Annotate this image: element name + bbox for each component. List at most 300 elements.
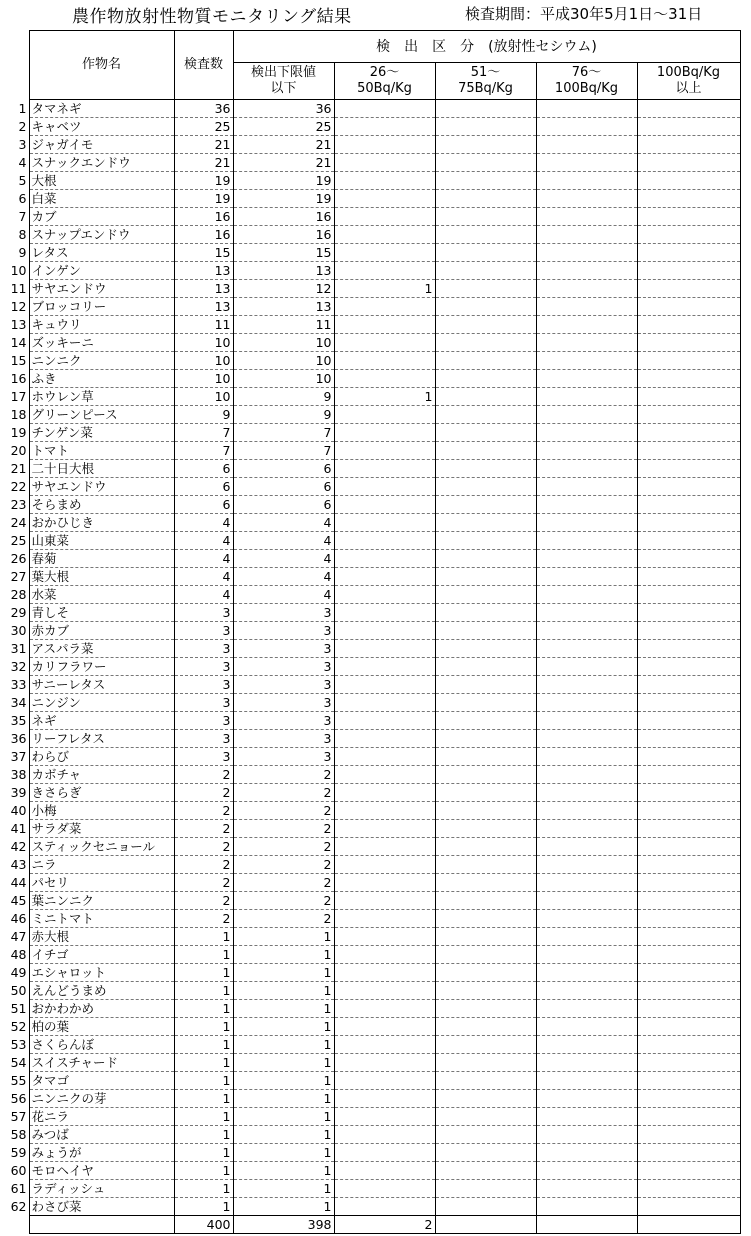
band-over-100-cell (637, 892, 740, 910)
below-limit-cell: 10 (233, 370, 334, 388)
below-limit-cell: 3 (233, 676, 334, 694)
row-number: 42 (10, 839, 27, 854)
test-count-cell: 4 (174, 568, 233, 586)
crop-name-cell: 柏の葉 (29, 1018, 174, 1036)
crop-name-cell: カブ (29, 208, 174, 226)
row-number: 27 (10, 569, 27, 584)
band-26-50-cell (334, 784, 435, 802)
crop-name-cell: スティックセニョール (29, 838, 174, 856)
band-76-100-cell (536, 154, 637, 172)
band-76-100-cell (536, 460, 637, 478)
band-26-50-cell (334, 946, 435, 964)
band-76-100-cell (536, 1090, 637, 1108)
below-limit-cell: 6 (233, 460, 334, 478)
band-76-100-cell (536, 1072, 637, 1090)
band-26-50-cell (334, 532, 435, 550)
row-number: 59 (10, 1145, 27, 1160)
row-number: 40 (10, 803, 27, 818)
header-band-over-100: 100Bq/Kg 以上 (637, 63, 740, 100)
inspection-period: 検査期間：平成30年5月1日～31日 (465, 5, 703, 23)
band-26-50-cell (334, 154, 435, 172)
below-limit-cell: 2 (233, 892, 334, 910)
band-76-100-cell (536, 424, 637, 442)
band-over-100-cell (637, 1144, 740, 1162)
band-over-100-cell (637, 1180, 740, 1198)
crop-name-cell: 花ニラ (29, 1108, 174, 1126)
band-51-75-cell (435, 496, 536, 514)
band-26-50-cell (334, 874, 435, 892)
header-crop-name: 作物名 (29, 31, 174, 100)
table-row (0, 604, 740, 622)
test-count-cell: 1 (174, 1108, 233, 1126)
band-26-50-cell (334, 370, 435, 388)
table-row (0, 658, 740, 676)
table-row (0, 874, 740, 892)
test-count-cell: 1 (174, 946, 233, 964)
test-count-cell: 1 (174, 1162, 233, 1180)
below-limit-cell: 36 (233, 100, 334, 118)
band-76-100-cell (536, 766, 637, 784)
band-76-100-cell (536, 838, 637, 856)
table-row (0, 100, 740, 118)
table-row (0, 892, 740, 910)
band-51-75-cell (435, 262, 536, 280)
band-76-100-cell (536, 802, 637, 820)
band-76-100-cell (536, 244, 637, 262)
band-76-100-cell (536, 730, 637, 748)
row-number: 5 (18, 173, 27, 188)
crop-name-cell: 大根 (29, 172, 174, 190)
band-76-100-cell (536, 892, 637, 910)
row-number: 30 (10, 623, 27, 638)
table-row (0, 406, 740, 424)
row-number: 61 (10, 1181, 27, 1196)
band-26-50-cell (334, 496, 435, 514)
band-26-50-cell (334, 1090, 435, 1108)
band-over-100-cell (637, 154, 740, 172)
band-51-75-cell (435, 910, 536, 928)
band-76-100-cell (536, 820, 637, 838)
band-51-75-cell (435, 424, 536, 442)
test-count-cell: 3 (174, 658, 233, 676)
band-51-75-cell (435, 226, 536, 244)
crop-name-cell: えんどうまめ (29, 982, 174, 1000)
band-26-50-cell (334, 1000, 435, 1018)
below-limit-cell: 4 (233, 550, 334, 568)
band-over-100-cell (637, 190, 740, 208)
table-row (0, 496, 740, 514)
band-over-100-cell (637, 172, 740, 190)
band-76-100-cell (536, 1036, 637, 1054)
band-over-100-cell (637, 640, 740, 658)
below-limit-cell: 11 (233, 316, 334, 334)
band-51-75-cell (435, 208, 536, 226)
test-count-cell: 19 (174, 172, 233, 190)
below-limit-cell: 3 (233, 694, 334, 712)
band-51-75-cell (435, 298, 536, 316)
band-over-100-cell (637, 1072, 740, 1090)
band-51-75-cell (435, 352, 536, 370)
crop-name-cell: スナックエンドウ (29, 154, 174, 172)
band-76-100-cell (536, 1000, 637, 1018)
row-number: 48 (10, 947, 27, 962)
band-51-75-cell (435, 622, 536, 640)
row-number: 4 (18, 155, 27, 170)
row-number: 12 (10, 299, 27, 314)
row-number: 35 (10, 713, 27, 728)
table-row (0, 1054, 740, 1072)
test-count-cell: 2 (174, 838, 233, 856)
band-26-50-cell (334, 568, 435, 586)
crop-name-cell: カボチャ (29, 766, 174, 784)
below-limit-cell: 1 (233, 1036, 334, 1054)
band-51-75-cell (435, 838, 536, 856)
band-over-100-cell (637, 1108, 740, 1126)
band-76-100-cell (536, 334, 637, 352)
test-count-cell: 2 (174, 802, 233, 820)
row-number: 32 (10, 659, 27, 674)
total-count: 400 (174, 1216, 233, 1234)
test-count-cell: 13 (174, 262, 233, 280)
crop-name-cell: きさらぎ (29, 784, 174, 802)
test-count-cell: 15 (174, 244, 233, 262)
band-51-75-cell (435, 784, 536, 802)
band-26-50-cell: 1 (334, 280, 435, 298)
band-51-75-cell (435, 748, 536, 766)
band-26-50-cell (334, 1126, 435, 1144)
below-limit-cell: 1 (233, 1108, 334, 1126)
table-row (0, 1162, 740, 1180)
table-row (0, 298, 740, 316)
row-number: 57 (10, 1109, 27, 1124)
band-26-50-cell (334, 1162, 435, 1180)
row-number: 18 (10, 407, 27, 422)
band-26-50-cell (334, 694, 435, 712)
band-over-100-cell (637, 784, 740, 802)
row-number: 37 (10, 749, 27, 764)
band-26-50-cell (334, 550, 435, 568)
band-76-100-cell (536, 964, 637, 982)
crop-name-cell: エシャロット (29, 964, 174, 982)
table-row (0, 982, 740, 1000)
crop-name-cell: キュウリ (29, 316, 174, 334)
test-count-cell: 10 (174, 388, 233, 406)
band-51-75-cell (435, 730, 536, 748)
below-limit-cell: 12 (233, 280, 334, 298)
band-over-100-cell (637, 406, 740, 424)
table-row (0, 1018, 740, 1036)
crop-name-cell: ニンジン (29, 694, 174, 712)
test-count-cell: 1 (174, 1000, 233, 1018)
totals-row (0, 1216, 740, 1234)
band-51-75-cell (435, 514, 536, 532)
crop-name-cell: そらまめ (29, 496, 174, 514)
test-count-cell: 1 (174, 1036, 233, 1054)
band-51-75-cell (435, 370, 536, 388)
band-26-50-cell (334, 424, 435, 442)
band-over-100-cell (637, 586, 740, 604)
band-76-100-cell (536, 226, 637, 244)
band-76-100-cell (536, 1126, 637, 1144)
band-76-100-cell (536, 406, 637, 424)
band-26-50-cell (334, 298, 435, 316)
table-row (0, 532, 740, 550)
row-number: 38 (10, 767, 27, 782)
row-number: 58 (10, 1127, 27, 1142)
row-number: 22 (10, 479, 27, 494)
crop-name-cell: みょうが (29, 1144, 174, 1162)
below-limit-cell: 10 (233, 352, 334, 370)
band-over-100-cell (637, 622, 740, 640)
test-count-cell: 36 (174, 100, 233, 118)
crop-name-cell: ブロッコリー (29, 298, 174, 316)
monitoring-table (0, 30, 741, 1234)
band-over-100-cell (637, 874, 740, 892)
band-over-100-cell (637, 208, 740, 226)
crop-name-cell: チンゲン菜 (29, 424, 174, 442)
table-row (0, 478, 740, 496)
table-row (0, 856, 740, 874)
band-over-100-cell (637, 370, 740, 388)
band-over-100-cell (637, 226, 740, 244)
below-limit-cell: 21 (233, 136, 334, 154)
band-76-100-cell (536, 280, 637, 298)
table-row (0, 784, 740, 802)
band-51-75-cell (435, 802, 536, 820)
below-limit-cell: 1 (233, 1162, 334, 1180)
row-number: 51 (10, 1001, 27, 1016)
below-limit-cell: 2 (233, 784, 334, 802)
crop-name-cell: パセリ (29, 874, 174, 892)
row-number: 50 (10, 983, 27, 998)
band-26-50-cell (334, 190, 435, 208)
band-over-100-cell (637, 748, 740, 766)
below-limit-cell: 1 (233, 1126, 334, 1144)
test-count-cell: 6 (174, 478, 233, 496)
row-number: 1 (18, 101, 27, 116)
below-limit-cell: 1 (233, 1000, 334, 1018)
below-limit-cell: 6 (233, 496, 334, 514)
band-over-100-cell (637, 1036, 740, 1054)
row-number: 55 (10, 1073, 27, 1088)
band-26-50-cell (334, 1108, 435, 1126)
band-76-100-cell (536, 1054, 637, 1072)
table-row (0, 316, 740, 334)
band-76-100-cell (536, 388, 637, 406)
band-51-75-cell (435, 1108, 536, 1126)
crop-name-cell: サニーレタス (29, 676, 174, 694)
band-76-100-cell (536, 1198, 637, 1216)
band-76-100-cell (536, 928, 637, 946)
band-51-75-cell (435, 532, 536, 550)
crop-name-cell: ニンニクの芽 (29, 1090, 174, 1108)
below-limit-cell: 2 (233, 874, 334, 892)
row-number: 21 (10, 461, 27, 476)
header-band-51-75: 51～ 75Bq/Kg (435, 63, 536, 100)
band-51-75-cell (435, 460, 536, 478)
row-number: 24 (10, 515, 27, 530)
crop-name-cell: グリーンピース (29, 406, 174, 424)
table-row (0, 1144, 740, 1162)
test-count-cell: 7 (174, 442, 233, 460)
band-51-75-cell (435, 676, 536, 694)
band-51-75-cell (435, 316, 536, 334)
band-51-75-cell (435, 154, 536, 172)
row-number: 44 (10, 875, 27, 890)
band-over-100-cell (637, 442, 740, 460)
row-number: 45 (10, 893, 27, 908)
band-76-100-cell (536, 1162, 637, 1180)
band-over-100-cell (637, 1018, 740, 1036)
crop-name-cell: 青しそ (29, 604, 174, 622)
below-limit-cell: 3 (233, 748, 334, 766)
band-51-75-cell (435, 100, 536, 118)
band-26-50-cell (334, 586, 435, 604)
band-26-50-cell (334, 658, 435, 676)
test-count-cell: 13 (174, 280, 233, 298)
band-51-75-cell (435, 640, 536, 658)
band-over-100-cell (637, 856, 740, 874)
band-26-50-cell (334, 640, 435, 658)
band-76-100-cell (536, 190, 637, 208)
band-51-75-cell (435, 1000, 536, 1018)
band-26-50-cell (334, 676, 435, 694)
band-over-100-cell (637, 280, 740, 298)
band-51-75-cell (435, 172, 536, 190)
table-row (0, 154, 740, 172)
band-26-50-cell (334, 262, 435, 280)
band-over-100-cell (637, 244, 740, 262)
band-51-75-cell (435, 550, 536, 568)
band-51-75-cell (435, 406, 536, 424)
band-76-100-cell (536, 784, 637, 802)
band-over-100-cell (637, 352, 740, 370)
crop-name-cell: タマネギ (29, 100, 174, 118)
table-row (0, 766, 740, 784)
below-limit-cell: 13 (233, 298, 334, 316)
crop-name-cell: レタス (29, 244, 174, 262)
test-count-cell: 1 (174, 1054, 233, 1072)
band-51-75-cell (435, 136, 536, 154)
table-row (0, 676, 740, 694)
test-count-cell: 3 (174, 748, 233, 766)
band-51-75-cell (435, 820, 536, 838)
table-row (0, 1198, 740, 1216)
crop-name-cell: 山東菜 (29, 532, 174, 550)
test-count-cell: 2 (174, 910, 233, 928)
band-26-50-cell (334, 208, 435, 226)
band-26-50-cell (334, 442, 435, 460)
band-over-100-cell (637, 550, 740, 568)
table-row (0, 1036, 740, 1054)
row-number: 23 (10, 497, 27, 512)
test-count-cell: 21 (174, 136, 233, 154)
total-26-50: 2 (334, 1216, 435, 1234)
band-51-75-cell (435, 1054, 536, 1072)
below-limit-cell: 3 (233, 604, 334, 622)
band-over-100-cell (637, 334, 740, 352)
band-over-100-cell (637, 658, 740, 676)
band-over-100-cell (637, 118, 740, 136)
row-number: 34 (10, 695, 27, 710)
table-row (0, 694, 740, 712)
band-over-100-cell (637, 766, 740, 784)
band-51-75-cell (435, 604, 536, 622)
band-over-100-cell (637, 496, 740, 514)
band-26-50-cell (334, 514, 435, 532)
test-count-cell: 10 (174, 334, 233, 352)
crop-name-cell: タマゴ (29, 1072, 174, 1090)
test-count-cell: 1 (174, 1180, 233, 1198)
band-76-100-cell (536, 532, 637, 550)
band-over-100-cell (637, 730, 740, 748)
below-limit-cell: 1 (233, 964, 334, 982)
table-row (0, 946, 740, 964)
crop-name-cell: キャベツ (29, 118, 174, 136)
below-limit-cell: 10 (233, 334, 334, 352)
band-76-100-cell (536, 298, 637, 316)
row-number: 62 (10, 1199, 27, 1214)
band-26-50-cell (334, 1054, 435, 1072)
table-row (0, 550, 740, 568)
table-row (0, 442, 740, 460)
band-51-75-cell (435, 1018, 536, 1036)
table-row (0, 910, 740, 928)
band-26-50-cell: 1 (334, 388, 435, 406)
band-76-100-cell (536, 550, 637, 568)
table-row (0, 388, 740, 406)
band-over-100-cell (637, 946, 740, 964)
below-limit-cell: 1 (233, 982, 334, 1000)
band-51-75-cell (435, 478, 536, 496)
test-count-cell: 11 (174, 316, 233, 334)
below-limit-cell: 2 (233, 802, 334, 820)
band-76-100-cell (536, 1144, 637, 1162)
crop-name-cell: ホウレン草 (29, 388, 174, 406)
crop-name-cell: モロヘイヤ (29, 1162, 174, 1180)
band-over-100-cell (637, 928, 740, 946)
test-count-cell: 3 (174, 712, 233, 730)
test-count-cell: 19 (174, 190, 233, 208)
band-26-50-cell (334, 460, 435, 478)
row-number: 6 (18, 191, 27, 206)
band-26-50-cell (334, 856, 435, 874)
crop-name-cell: 春菊 (29, 550, 174, 568)
band-51-75-cell (435, 1198, 536, 1216)
header-band-below-limit: 検出下限値 以下 (233, 63, 334, 100)
table-row (0, 1000, 740, 1018)
table-row (0, 820, 740, 838)
band-26-50-cell (334, 928, 435, 946)
table-row (0, 424, 740, 442)
band-76-100-cell (536, 676, 637, 694)
test-count-cell: 1 (174, 1090, 233, 1108)
band-51-75-cell (435, 712, 536, 730)
below-limit-cell: 6 (233, 478, 334, 496)
row-number: 16 (10, 371, 27, 386)
below-limit-cell: 4 (233, 568, 334, 586)
below-limit-cell: 3 (233, 640, 334, 658)
test-count-cell: 3 (174, 604, 233, 622)
band-26-50-cell (334, 1144, 435, 1162)
row-number: 60 (10, 1163, 27, 1178)
band-51-75-cell (435, 946, 536, 964)
below-limit-cell: 3 (233, 658, 334, 676)
band-51-75-cell (435, 1180, 536, 1198)
table-row (0, 280, 740, 298)
band-over-100-cell (637, 1054, 740, 1072)
test-count-cell: 16 (174, 226, 233, 244)
